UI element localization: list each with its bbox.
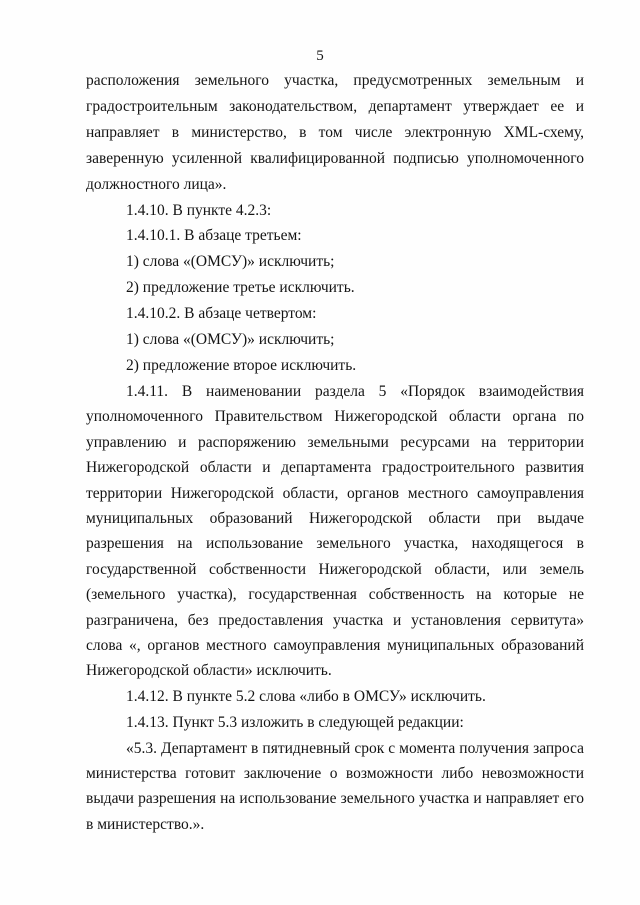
paragraph-1-4-10-1: 1.4.10.1. В абзаце третьем: xyxy=(126,227,302,245)
paragraph-1-4-10-2: 1.4.10.2. В абзаце четвертом: xyxy=(126,305,317,323)
paragraph-1-4-10: 1.4.10. В пункте 4.2.3: xyxy=(126,201,272,219)
paragraph-continuation: расположения земельного участка, предусмотренных земельным и градостроительным законодательством, департамент утверждает ее и направляет в министерство, в том числе электронную XML-схему, заверенную усиленной квалифицированной подписью уполномоченного должностного лица». xyxy=(86,72,584,193)
page-number: 5 xyxy=(316,48,324,64)
list-item: 1) слова «(ОМСУ)» исключить; xyxy=(126,331,335,349)
document-body xyxy=(86,68,584,837)
paragraph-1-4-12: 1.4.12. В пункте 5.2 слова «либо в ОМСУ» исключить. xyxy=(126,687,486,705)
list-item: 2) предложение третье исключить. xyxy=(126,279,355,297)
paragraph-5-3-quote: «5.3. Департамент в пятидневный срок с момента получения запроса министерства готовит заключение о возможности либо невозможности выдачи разрешения на использование земельного участка и направляет его в министерство.». xyxy=(86,739,584,833)
list-item: 1) слова «(ОМСУ)» исключить; xyxy=(126,253,335,271)
list-item: 2) предложение второе исключить. xyxy=(126,356,357,374)
paragraph-1-4-13: 1.4.13. Пункт 5.3 изложить в следующей редакции: xyxy=(126,713,464,731)
paragraph-1-4-11: 1.4.11. В наименовании раздела 5 «Порядок взаимодействия уполномоченного Правительством Нижегородской области органа по управлению и распоряжению земельными ресурсами на территории Нижегородской области и департамента градостроительного развития территории Нижегородской области, органов местного самоуправления муниципальных образований Нижегородской области при выдаче разрешения на использование земельного участка, находящегося в государственной собственности Нижегородской области, или земель (земельного участка), государственная собственность на которые не разграничена, без предоставления участка и установления сервитута» слова «, органов местного самоуправления муниципальных образований Нижегородской области» исключить. xyxy=(86,382,584,680)
